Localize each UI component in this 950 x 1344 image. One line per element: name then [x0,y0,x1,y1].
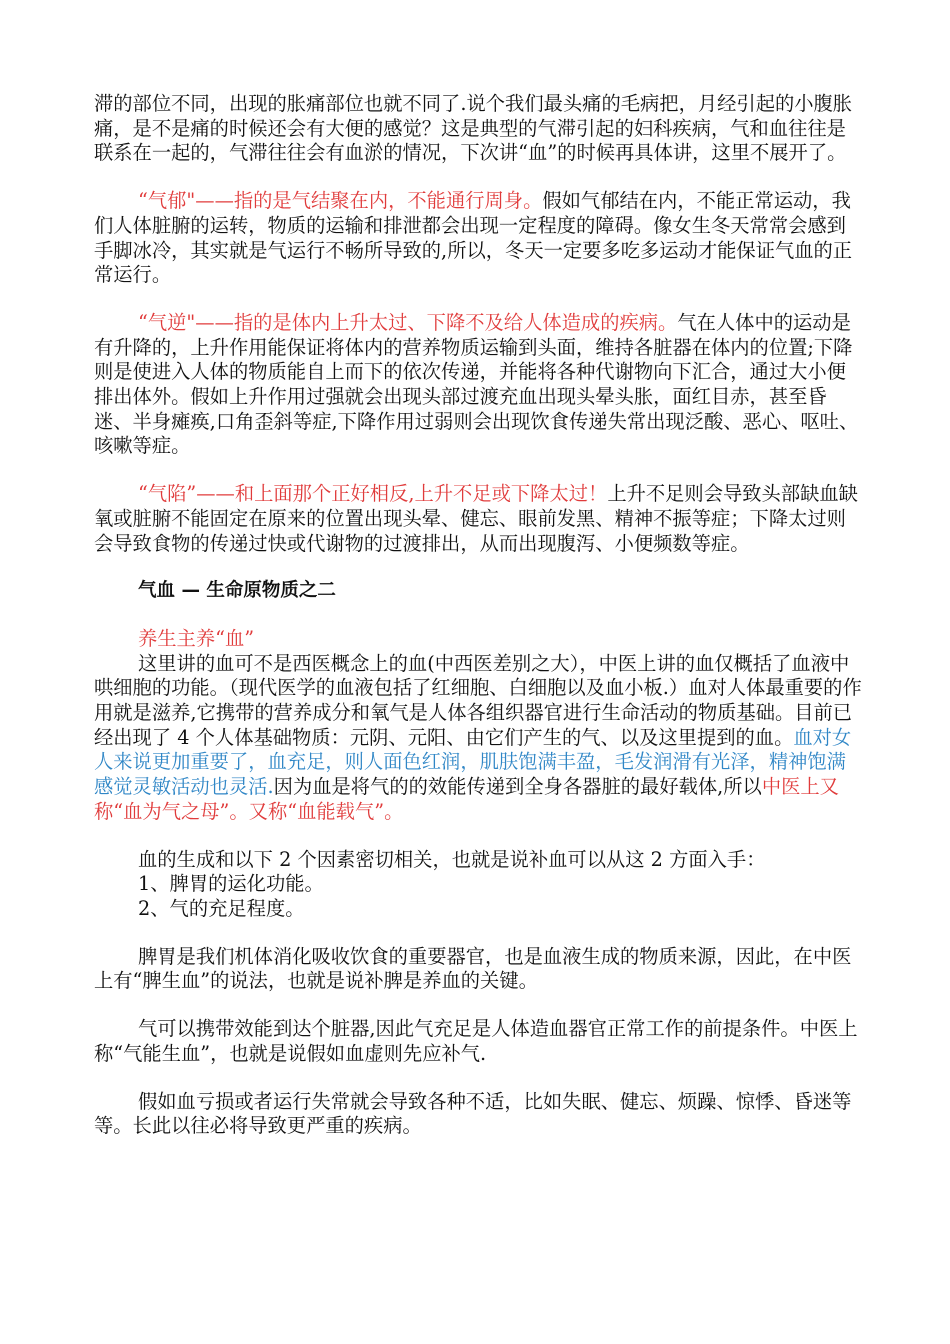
paragraph-blood-deficiency: 假如血亏损或者运行失常就会导致各种不适，比如失眠、健忘、烦躁、惊悸、昏迷等等。长此以往必将导致更严重的疾病。 [94,1089,852,1138]
paragraph-qi-xian [94,482,864,556]
paragraph-qi-generates-blood: 气可以携带效能到达个脏器,因此气充足是人体造血器官正常工作的前提条件。中医上称“气能生血”，也就是说假如血虚则先应补气. [94,1017,858,1065]
qi-xian-explanation: 上升不足则会导致头部缺血缺氧或脏腑不能固定在原来的位置出现头晕、健忘、眼前发黑、精神不振等症；下降太过则会导致食物的传递过快或代谢物的过渡排出，从而出现腹泻、小便频数等症。 [94,482,858,555]
paragraph-qi-zhi-continued: 滞的部位不同，出现的胀痛部位也就不同了.说个我们最头痛的毛病把，月经引起的小腹胀痛，是不是痛的时候还会有大便的感觉？这是典型的气滞引起的妇科疾病，气和血往往是联系在一起的，气滞往往会有血淤的情况，下次讲“血”的时候再具体讲，这里不展开了。 [94,92,853,165]
qi-xian-definition: “气陷”——和上面那个正好相反,上升不足或下降太过！ [138,482,608,506]
qi-ni-definition: “气逆"——指的是体内上升太过、下降不及给人体造成的疾病。 [138,310,678,334]
paragraph-qi-ni [94,311,864,459]
paragraph-blood-intro [94,652,864,825]
paragraph-qi-yu [94,189,864,288]
blood-mother-of-qi-highlight: 中医上又称“血为气之母”。又称“血能载气”。 [94,775,839,823]
section-heading: 气血 — 生命原物质之二 [138,580,336,602]
paragraph-spleen: 脾胃是我们机体消化吸收饮食的重要器官，也是血液生成的物质来源，因此，在中医上有“脾生血”的说法，也就是说补脾是养血的关键。 [94,944,852,993]
blood-definition: 这里讲的血可不是西医概念上的血(中西医差别之大），中医上讲的血仅概括了血液中哄细胞的功能。（现代医学的血液包括了红细胞、白细胞以及血小板.）血对人体最重要的作用就是滋养,它携带的营养成分和氧气是人体各组织器官进行生命活动的物质基础。目前已经出现了 4 个人体基础物质：元阴、元阳、由它们产生的气、以及这里提到的血。 [94,651,862,749]
qi-yu-explanation: 假如气郁结在内，不能正常运动，我们人体脏腑的运转，物质的运输和排泄都会出现一定程度的障碍。像女生冬天常常会感到手脚冰冷，其实就是气运行不畅所导致的,所以，冬天一定要多吃多运动才能保证气血的正常运行。 [94,189,853,287]
qi-yu-definition: “气郁"——指的是气结聚在内，不能通行周身。 [138,189,543,213]
blood-carrier-text: 因为血是将气的的效能传递到全身各器脏的最好载体,所以 [273,775,762,799]
blood-women-highlight: 血对女人来说更加重要了，血充足，则人面色红润，肌肤饱满丰盈，毛发润滑有光泽，精神饱满感觉灵敏活动也灵活. [94,725,852,799]
list-item-qi-sufficiency: 2、气的充足程度。 [138,896,305,920]
list-item-spleen-stomach: 1、脾胃的运化功能。 [138,872,324,896]
qi-ni-explanation: 气在人体中的运动是有升降的，上升作用能保证将体内的营养物质运输到头面，维持各脏器在体内的位置;下降则是使进入人体的物质能自上而下的依次传递，并能将各种代谢物向下汇合，通过大小便排出体外。假如上升作用过强就会出现头部过渡充血出现头晕头胀，面红目赤，甚至昏迷、半身瘫痪,口角歪斜等症,下降作用过弱则会出现饮食传递失常出现泛酸、恶心、呕吐、咳嗽等症。 [94,310,859,458]
paragraph-blood-generation: 血的生成和以下 2 个因素密切相关，也就是说补血可以从这 2 方面入手： [138,847,766,871]
section-subheading: 养生主养“血” [138,626,255,650]
